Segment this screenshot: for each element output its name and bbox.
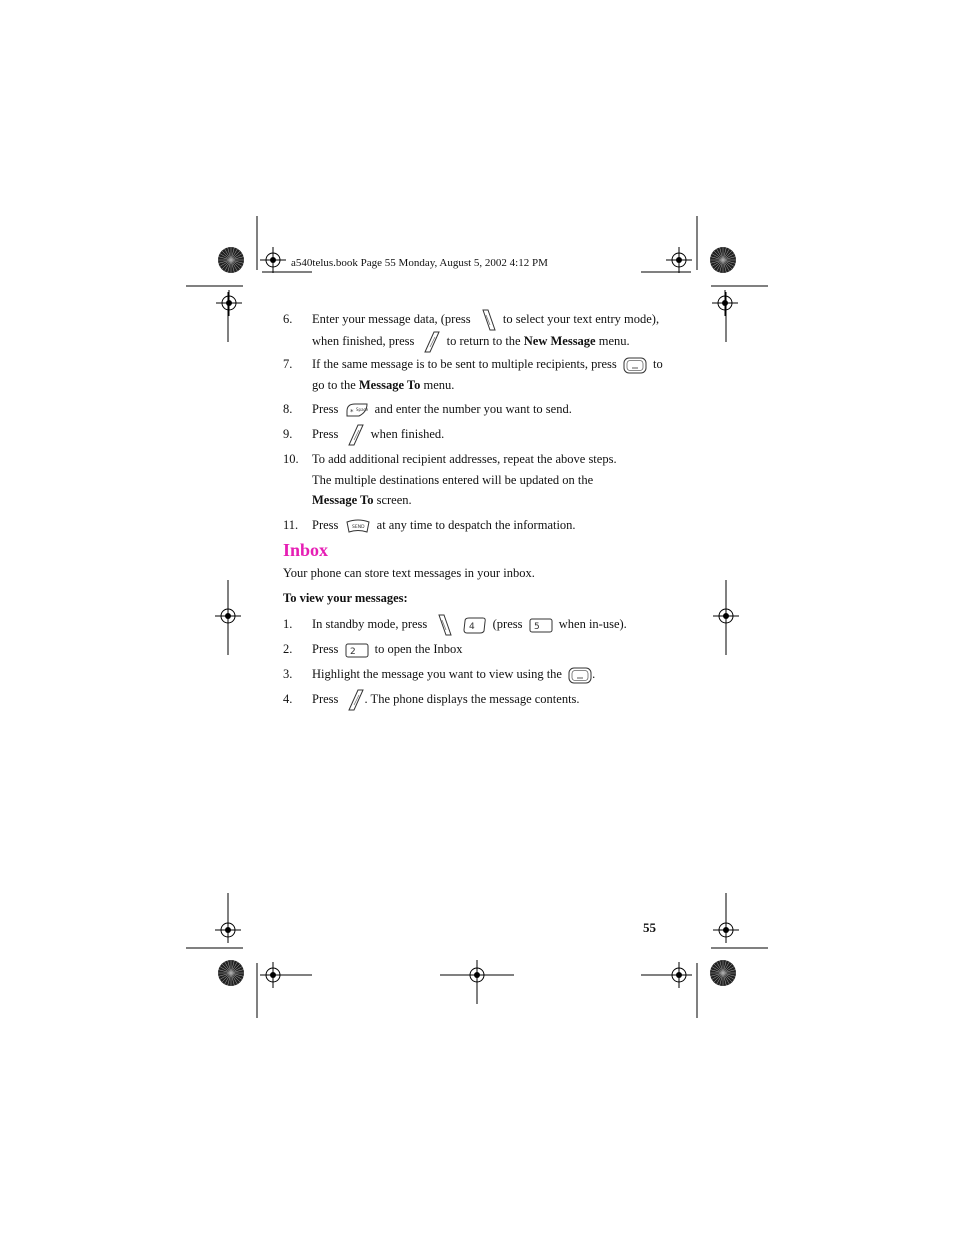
step-number: 9. bbox=[283, 427, 293, 441]
section-title: Inbox bbox=[283, 540, 329, 560]
registration-crosshair bbox=[260, 247, 286, 273]
star-key-icon bbox=[345, 402, 369, 418]
step-number: 6. bbox=[283, 312, 293, 326]
section-intro: Your phone can store text messages in your inbox. bbox=[283, 566, 535, 580]
navigation-key-icon bbox=[623, 357, 647, 374]
step-number: 4. bbox=[283, 692, 293, 706]
step-number: 7. bbox=[283, 357, 293, 371]
step-number: 2. bbox=[283, 642, 293, 656]
step-number: 10. bbox=[283, 452, 299, 466]
starburst-target bbox=[218, 247, 244, 273]
starburst-target bbox=[218, 960, 244, 986]
registration-crosshair bbox=[216, 290, 242, 316]
book-header: a540telus.book Page 55 Monday, August 5, 2002 4:12 PM bbox=[291, 257, 548, 269]
svg-text:Space: Space bbox=[355, 407, 368, 413]
send-key-icon bbox=[345, 518, 371, 534]
soft-key-icon bbox=[421, 331, 441, 353]
starburst-target bbox=[710, 247, 736, 273]
svg-text:4: 4 bbox=[468, 621, 475, 632]
soft-key-icon bbox=[477, 309, 497, 331]
2-key-icon bbox=[345, 643, 369, 658]
svg-text:5: 5 bbox=[533, 621, 540, 632]
soft-key-icon bbox=[345, 424, 365, 446]
svg-text:SEND: SEND bbox=[351, 525, 365, 531]
soft-key-icon bbox=[345, 689, 365, 711]
soft-key-icon bbox=[433, 614, 453, 636]
step-number: 1. bbox=[283, 617, 293, 631]
registration-crosshair bbox=[666, 247, 692, 273]
step-number: 8. bbox=[283, 402, 293, 416]
4-key-icon bbox=[463, 617, 487, 634]
procedure-heading: To view your messages: bbox=[283, 591, 408, 605]
svg-text:*: * bbox=[349, 408, 354, 417]
navigation-key-icon bbox=[568, 667, 592, 684]
page-number: 55 bbox=[643, 920, 656, 935]
starburst-target bbox=[710, 960, 736, 986]
svg-text:2: 2 bbox=[349, 646, 356, 657]
step-number: 3. bbox=[283, 667, 293, 681]
5-key-icon bbox=[529, 618, 553, 633]
registration-crosshair bbox=[712, 290, 738, 316]
step-number: 11. bbox=[283, 518, 299, 532]
